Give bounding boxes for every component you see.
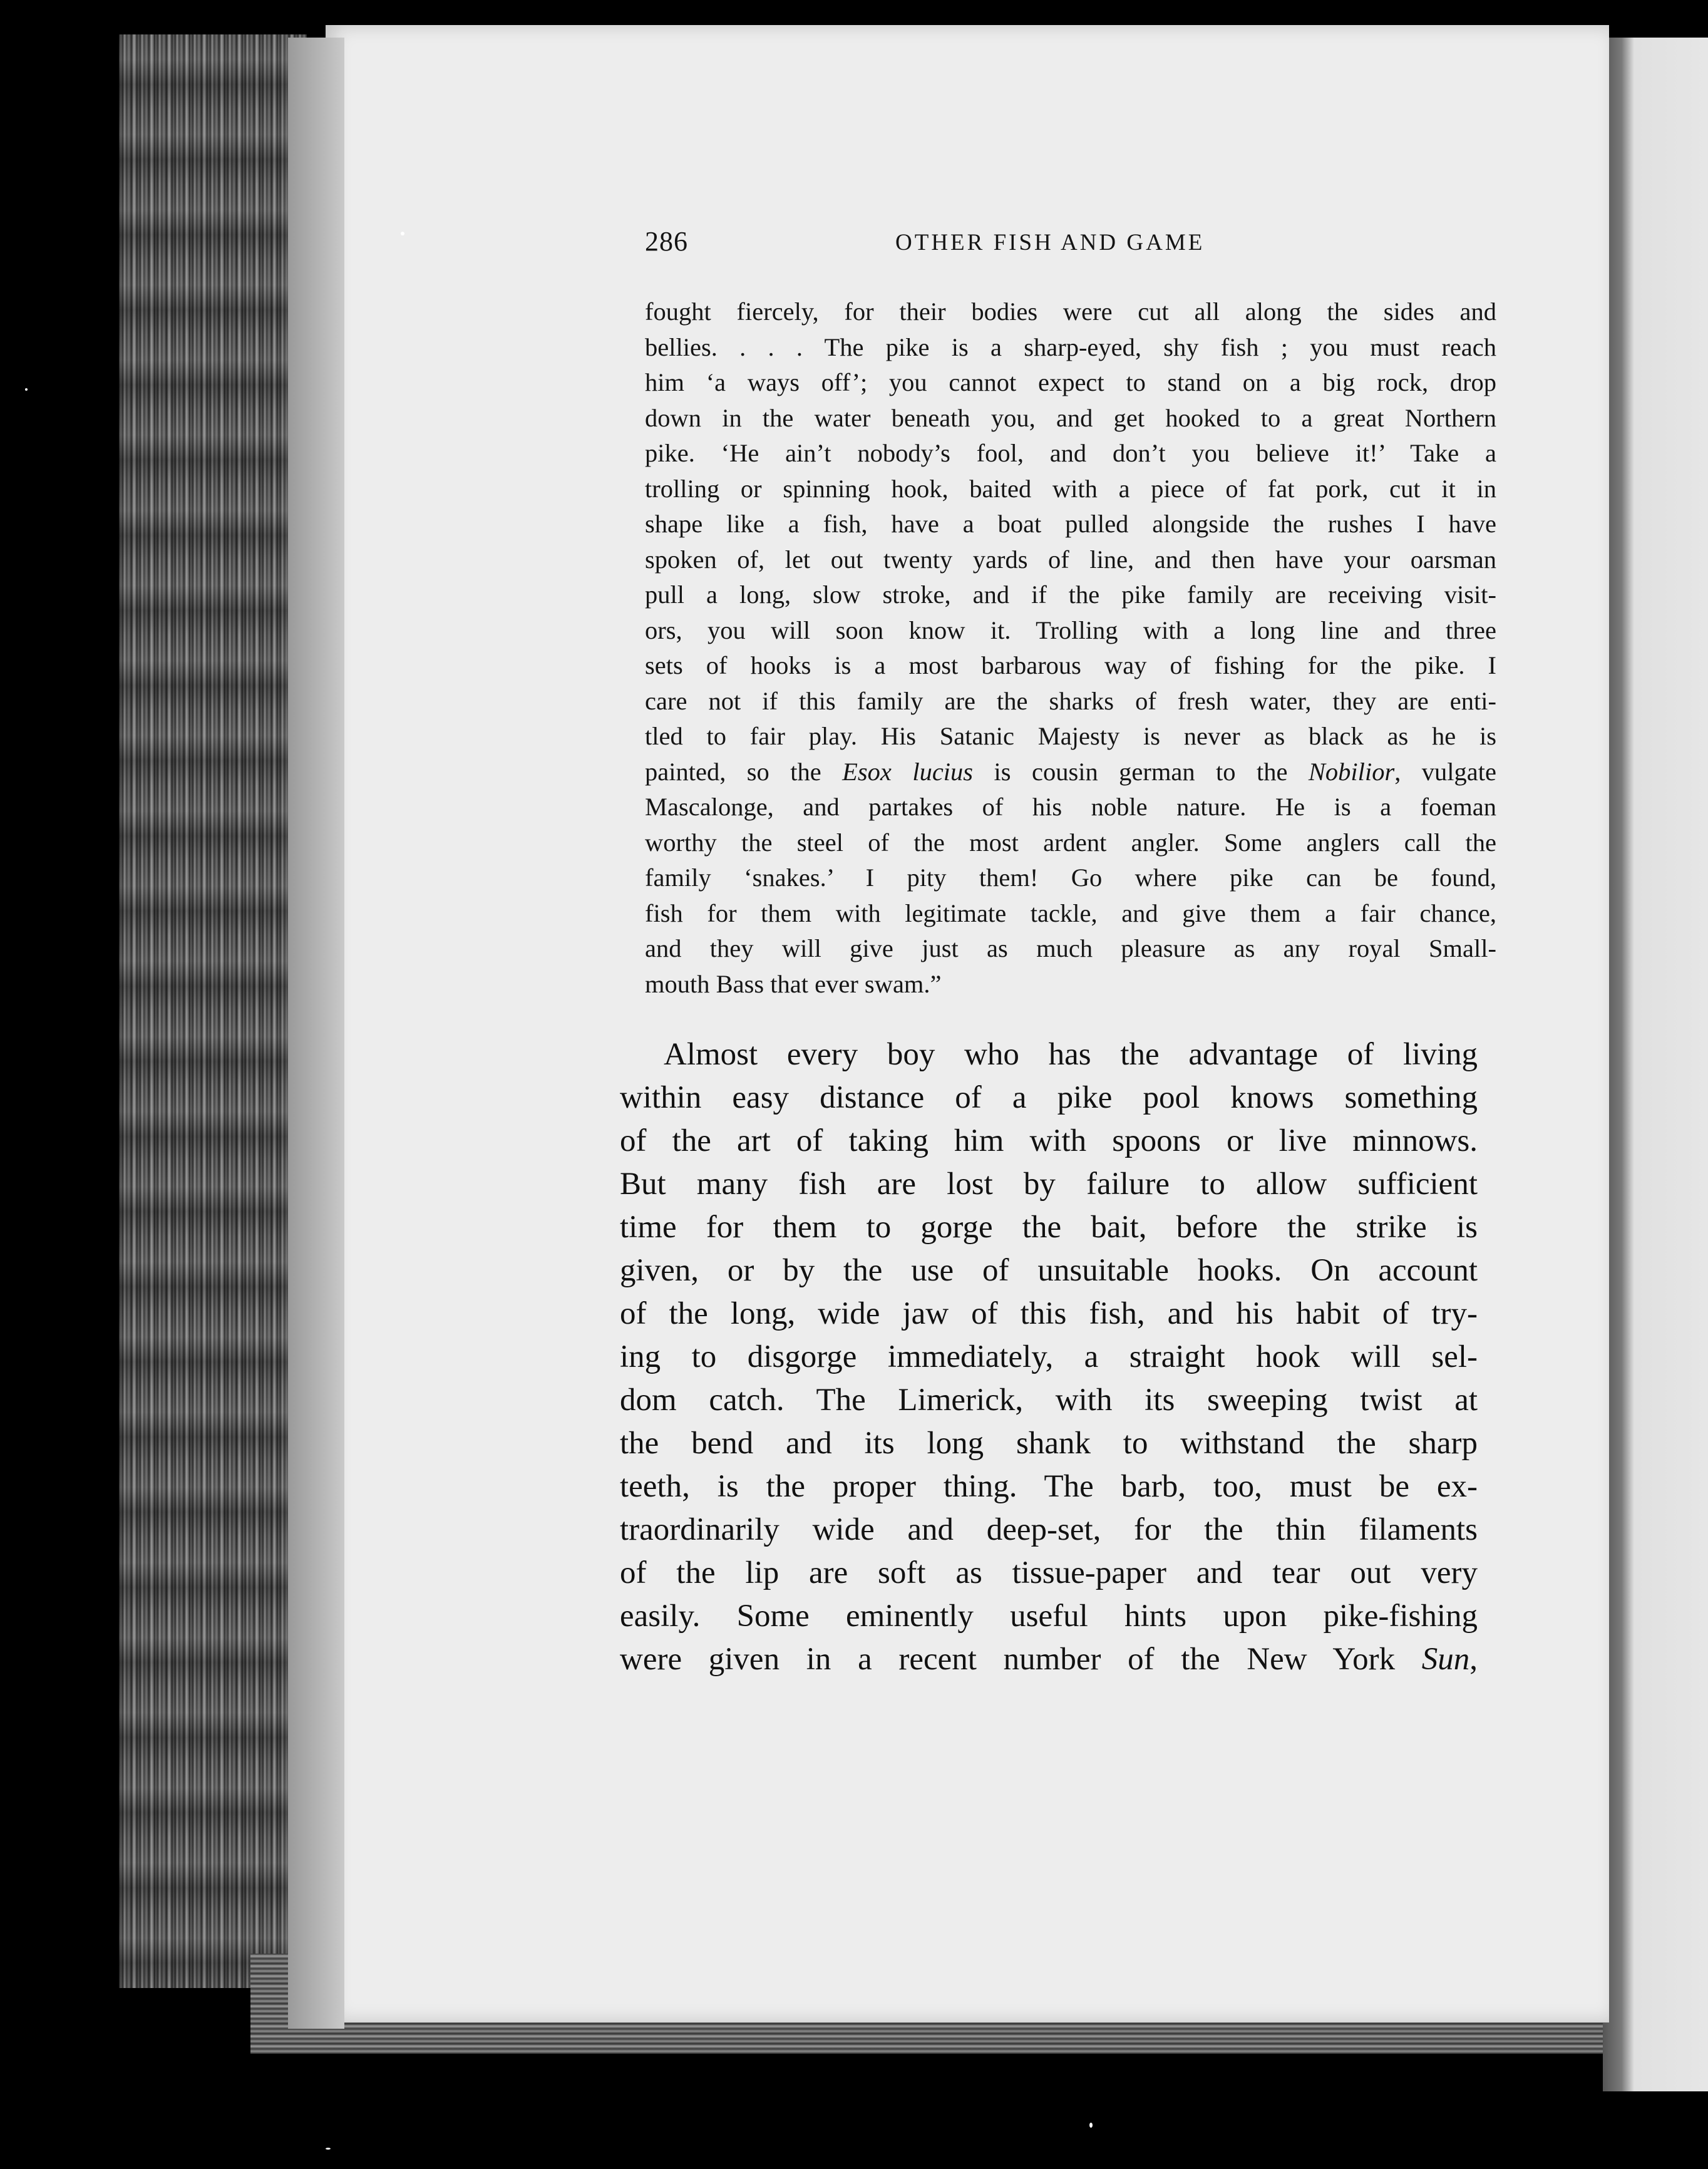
quote-line: pike. ‘He ain’t nobody’s fool, and don’t you believe it!’ Take a	[645, 439, 1496, 467]
quote-line: Mascalonge, and partakes of his noble nature. He is a foeman	[645, 793, 1496, 821]
species-name-nobilior: Nobilior	[1308, 757, 1395, 786]
book-page-edges-left	[119, 34, 307, 1988]
body-line: of the lip are soft as tissue-paper and tear out very	[620, 1555, 1478, 1590]
body-line: given, or by the use of unsuitable hooks. On account	[620, 1253, 1478, 1288]
quote-line: ors, you will soon know it. Trolling with a long line and three	[645, 616, 1496, 644]
body-line: the bend and its long shank to withstand the sharp	[620, 1426, 1478, 1461]
body-line: traordinarily wide and deep-set, for the thin filaments	[620, 1512, 1478, 1547]
species-name-esox: Esox lucius	[842, 757, 974, 786]
facing-page-edge	[1603, 38, 1708, 2091]
quote-text: , vulgate	[1394, 757, 1496, 786]
quote-line: and they will give just as much pleasure as any royal Small-	[645, 934, 1496, 962]
dust-speck	[401, 232, 404, 235]
quoted-passage	[645, 294, 1496, 1002]
quote-line: down in the water beneath you, and get hooked to a great Northern	[645, 403, 1496, 432]
quote-line: fish for them with legitimate tackle, and give them a fair chance,	[645, 899, 1496, 927]
body-text: were given in a recent number of the New York	[620, 1642, 1422, 1677]
running-head	[645, 225, 1496, 269]
body-line: Almost every boy who has the advantage of living	[664, 1037, 1478, 1072]
body-line: dom catch. The Limerick, with its sweeping twist at	[620, 1383, 1478, 1418]
quote-line: trolling or spinning hook, baited with a piece of fat pork, cut it in	[645, 474, 1496, 503]
newspaper-name: Sun	[1421, 1642, 1470, 1677]
dust-speck	[1089, 2123, 1093, 2128]
body-line: of the art of taking him with spoons or live minnows.	[620, 1123, 1478, 1158]
quote-line: bellies. . . . The pike is a sharp-eyed, shy fish ; you must reach	[645, 332, 1496, 361]
dust-speck	[326, 2148, 331, 2150]
running-title: OTHER FISH AND GAME	[895, 230, 1205, 255]
quote-line: him ‘a ways off’; you cannot expect to stand on a big rock, drop	[645, 368, 1496, 396]
body-text: ,	[1469, 1642, 1478, 1677]
dust-speck	[25, 388, 28, 391]
gutter-shadow	[288, 38, 344, 2029]
quote-line: pull a long, slow stroke, and if the pike family are receiving visit-	[645, 580, 1496, 609]
page-number: 286	[645, 226, 688, 257]
body-line: But many fish are lost by failure to allow sufficient	[620, 1167, 1478, 1202]
quote-line: worthy the steel of the most ardent angler. Some anglers call the	[645, 828, 1496, 857]
quote-line: spoken of, let out twenty yards of line, and then have your oarsman	[645, 545, 1496, 574]
quote-line: family ‘snakes.’ I pity them! Go where pike can be found,	[645, 863, 1496, 892]
quote-line: tled to fair play. His Satanic Majesty is never as black as he is	[645, 722, 1496, 750]
quote-line: fought fiercely, for their bodies were cut all along the sides and	[645, 297, 1496, 326]
body-line-last	[620, 1638, 1478, 1681]
body-line: easily. Some eminently useful hints upon pike-fishing	[620, 1599, 1478, 1634]
quote-line-with-species-names	[645, 755, 1496, 790]
body-line: time for them to gorge the bait, before the strike is	[620, 1210, 1478, 1245]
body-line: ing to disgorge immediately, a straight hook will sel-	[620, 1339, 1478, 1374]
body-line: of the long, wide jaw of this fish, and his habit of try-	[620, 1296, 1478, 1331]
quote-line: care not if this family are the sharks of fresh water, they are enti-	[645, 686, 1496, 715]
quote-text: painted, so the	[645, 757, 843, 786]
body-line: within easy distance of a pike pool knows something	[620, 1080, 1478, 1115]
quote-line: mouth Bass that ever swam.”	[645, 969, 942, 998]
body-line: teeth, is the proper thing. The barb, too, must be ex-	[620, 1469, 1478, 1504]
quote-line: sets of hooks is a most barbarous way of fishing for the pike. I	[645, 651, 1496, 679]
main-paragraph	[620, 1033, 1478, 1681]
quote-line: shape like a fish, have a boat pulled alongside the rushes I have	[645, 510, 1496, 538]
quote-text: is cousin german to the	[973, 757, 1309, 786]
